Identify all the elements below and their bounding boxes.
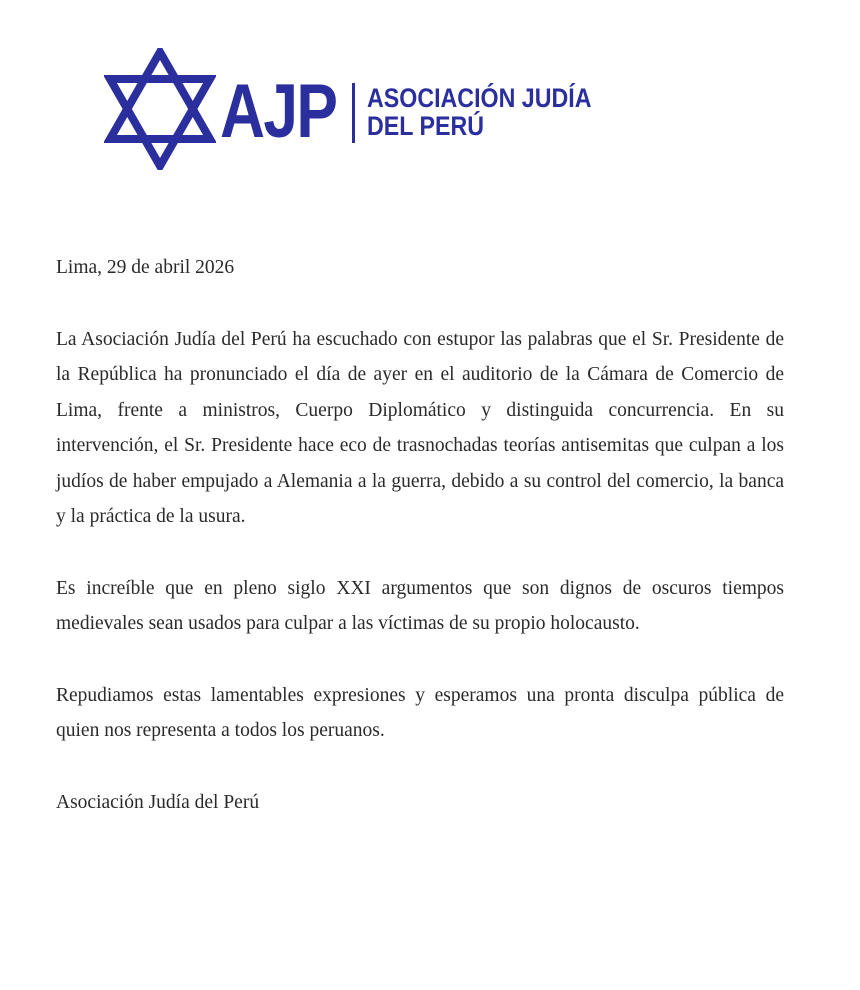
letter-paragraph: Es increíble que en pleno siglo XXI argumentos que son dignos de oscuros tiempos medievales sean usados para culpar a las víctimas de su propio holocausto. (56, 577, 784, 634)
logo-divider (352, 83, 355, 143)
ajp-logo (104, 48, 628, 170)
logo-org-name-line2: DEL PERÚ (367, 111, 484, 141)
letter-paragraph: Repudiamos estas lamentables expresiones y esperamos una pronta disculpa pública de quien nos representa a todos los peruanos. (56, 684, 784, 741)
logo-acronym: AJP (220, 69, 337, 154)
letter-paragraph: La Asociación Judía del Perú ha escuchado con estupor las palabras que el Sr. Presidente de la República ha pronunciado el día de ayer en el auditorio de la Cámara de Comercio de Lima, frente a ministros, Cuerpo Diplomático y distinguida concurrencia. En su intervención, el Sr. Presidente hace eco de trasnochadas teorías antisemitas que culpan a los judíos de haber empujado a Alemania a la guerra, debido a su control del comercio, la banca y la práctica de la usura. (56, 328, 784, 527)
letter-signature: Asociación Judía del Perú (56, 791, 260, 813)
letter-date: Lima, 29 de abril 2026 (56, 257, 235, 278)
star-of-david-icon (104, 48, 216, 170)
logo-org-name-line1: ASOCIACIÓN JUDÍA (367, 83, 592, 113)
letter-body (56, 250, 784, 820)
logo-org-name (367, 84, 591, 140)
